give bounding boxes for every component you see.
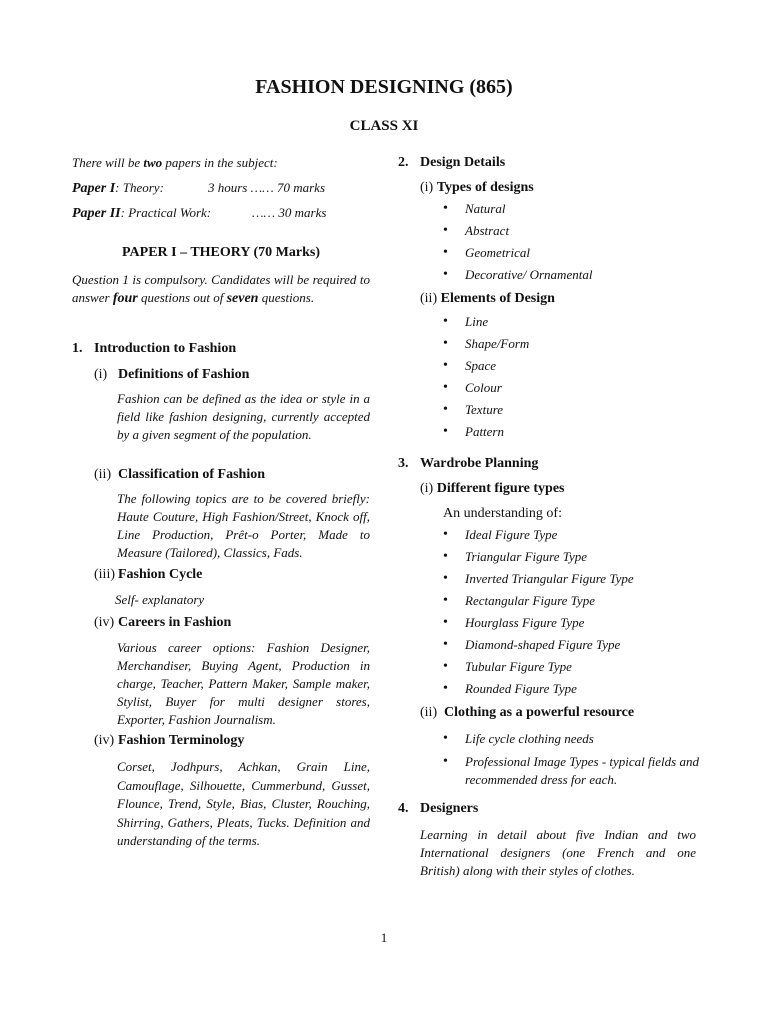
list-item: • Rounded Figure Type xyxy=(443,678,713,700)
list-item: • Triangular Figure Type xyxy=(443,546,713,568)
list-item: • Natural xyxy=(443,198,703,220)
instructions-part2: questions out of xyxy=(137,290,227,305)
section3-sub2-title: Clothing as a powerful resource xyxy=(444,705,635,720)
list-item: • Colour xyxy=(443,377,703,399)
section1-sub5-num: (iv) xyxy=(94,733,115,748)
list-item: • Life cycle clothing needs xyxy=(443,728,699,750)
paper2-line xyxy=(72,204,370,223)
section2-sub1-heading xyxy=(420,180,534,196)
list-item: • Decorative/ Ornamental xyxy=(443,264,703,286)
section1-sub2-heading xyxy=(94,467,265,483)
list-item: • Ideal Figure Type xyxy=(443,524,713,546)
paper-heading: PAPER I – THEORY (70 Marks) xyxy=(122,245,320,260)
instructions-bold2: seven xyxy=(226,291,259,306)
section2-sub2-num: (ii) xyxy=(420,291,438,306)
instructions xyxy=(72,271,370,308)
section2-sub1-list xyxy=(443,198,703,286)
section2-number: 2. xyxy=(398,155,409,170)
section1-sub4-heading xyxy=(94,615,231,631)
section1-sub4-num: (iv) xyxy=(94,615,115,630)
section1-sub1-text: Fashion can be defined as the idea or style in a field like fashion designing, currently accepted by a given segment of the population. xyxy=(117,391,370,442)
section2-sub2-heading xyxy=(420,291,555,307)
section1-sub2-num: (ii) xyxy=(94,467,112,482)
list-item: • Shape/Form xyxy=(443,333,703,355)
section1-sub3-num: (iii) xyxy=(94,567,115,582)
section1-sub1-heading xyxy=(94,367,249,383)
list-item: • Texture xyxy=(443,399,703,421)
section4-text: Learning in detail about five Indian and two International designers (one French and one British) along with their styles of clothes. xyxy=(420,827,696,878)
section3-number: 3. xyxy=(398,456,409,471)
list-item: • Geometrical xyxy=(443,242,703,264)
section1-sub5-heading xyxy=(94,733,244,749)
section3-sub1-lead: An understanding of: xyxy=(443,506,562,521)
list-item: • Hourglass Figure Type xyxy=(443,612,713,634)
list-item: • Line xyxy=(443,311,703,333)
paper2-label: Paper II xyxy=(72,206,121,221)
class-label: CLASS XI xyxy=(349,118,419,134)
paper1-line xyxy=(72,179,370,198)
list-item: • Diamond-shaped Figure Type xyxy=(443,634,713,656)
section1-title: Introduction to Fashion xyxy=(94,341,237,356)
section3-heading xyxy=(398,456,698,472)
list-item: • Rectangular Figure Type xyxy=(443,590,713,612)
section3-title: Wardrobe Planning xyxy=(420,456,539,471)
section2-sub2-title: Elements of Design xyxy=(440,291,555,306)
page-title: FASHION DESIGNING (865) xyxy=(255,76,513,98)
section4-number: 4. xyxy=(398,801,409,816)
instructions-part3: questions. xyxy=(258,290,315,305)
section3-sub2-heading xyxy=(420,705,634,721)
paper2-type: : Practical Work: xyxy=(120,205,212,220)
section3-sub1-heading xyxy=(420,481,565,497)
papers-intro-pre: There will be xyxy=(72,155,144,170)
section2-sub1-num: (i) xyxy=(420,180,434,195)
list-item: • Tubular Figure Type xyxy=(443,656,713,678)
page-number: 1 xyxy=(380,930,388,945)
list-item: • Professional Image Types - typical fields and recommended dress for each. xyxy=(443,753,699,789)
section3-sub1-title: Different figure types xyxy=(436,481,565,496)
section1-sub5-text: Corset, Jodhpurs, Achkan, Grain Line, Camouflage, Silhouette, Cummerbund, Gusset, Flounce, Trend, Style, Bias, Cluster, Rouching, Shirring, Gathers, Pleats, Tucks. Definition and understanding of the terms. xyxy=(117,759,370,849)
section3-sub2-num: (ii) xyxy=(420,705,438,720)
section1-number: 1. xyxy=(72,341,83,356)
section1-sub3-text: Self- explanatory xyxy=(115,592,205,607)
list-item: • Abstract xyxy=(443,220,703,242)
section2-sub2-list xyxy=(443,311,703,443)
section3-sub2-list xyxy=(443,728,699,789)
papers-intro-bold: two xyxy=(143,155,163,170)
section1-heading xyxy=(72,341,370,357)
section2-title: Design Details xyxy=(420,155,506,170)
paper1-label: Paper I xyxy=(72,181,116,196)
papers-intro-post: papers in the subject: xyxy=(162,155,278,170)
section3-sub1-num: (i) xyxy=(420,481,434,496)
papers-intro xyxy=(72,154,370,172)
section1-sub3-heading xyxy=(94,567,202,583)
list-item: • Pattern xyxy=(443,421,703,443)
instructions-bold1: four xyxy=(112,291,138,306)
section4-title: Designers xyxy=(420,801,479,816)
section1-sub3-title: Fashion Cycle xyxy=(118,567,203,582)
section1-sub1-title: Definitions of Fashion xyxy=(118,367,250,382)
list-item: • Space xyxy=(443,355,703,377)
paper2-detail: …… 30 marks xyxy=(252,205,327,220)
section1-sub2-title: Classification of Fashion xyxy=(118,467,266,482)
section1-sub2-text: The following topics are to be covered briefly: Haute Couture, High Fashion/Street, Knock off, Line Production, Prêt-o Porter, Made to Measure (Tailored), Classics, Fads. xyxy=(117,491,370,560)
list-item: • Inverted Triangular Figure Type xyxy=(443,568,713,590)
paper1-detail: 3 hours …… 70 marks xyxy=(208,180,326,195)
section2-sub1-title: Types of designs xyxy=(436,180,534,195)
paper1-type: : Theory: xyxy=(115,180,164,195)
instructions-part1: Question 1 is compulsory. Candidates will be required to answer xyxy=(72,272,370,305)
section3-sub1-list xyxy=(443,524,713,700)
section1-sub5-title: Fashion Terminology xyxy=(118,733,245,748)
section2-heading xyxy=(398,155,698,171)
section4-heading xyxy=(398,801,698,817)
section1-sub4-text: Various career options: Fashion Designer, Merchandiser, Buying Agent, Production in charge, Teacher, Pattern Maker, Sample maker, Stylist, Buyer for multi designer stores, Exporter, Fashion Journalism. xyxy=(117,640,370,727)
section1-sub4-title: Careers in Fashion xyxy=(118,615,232,630)
section1-sub1-num: (i) xyxy=(94,367,108,382)
